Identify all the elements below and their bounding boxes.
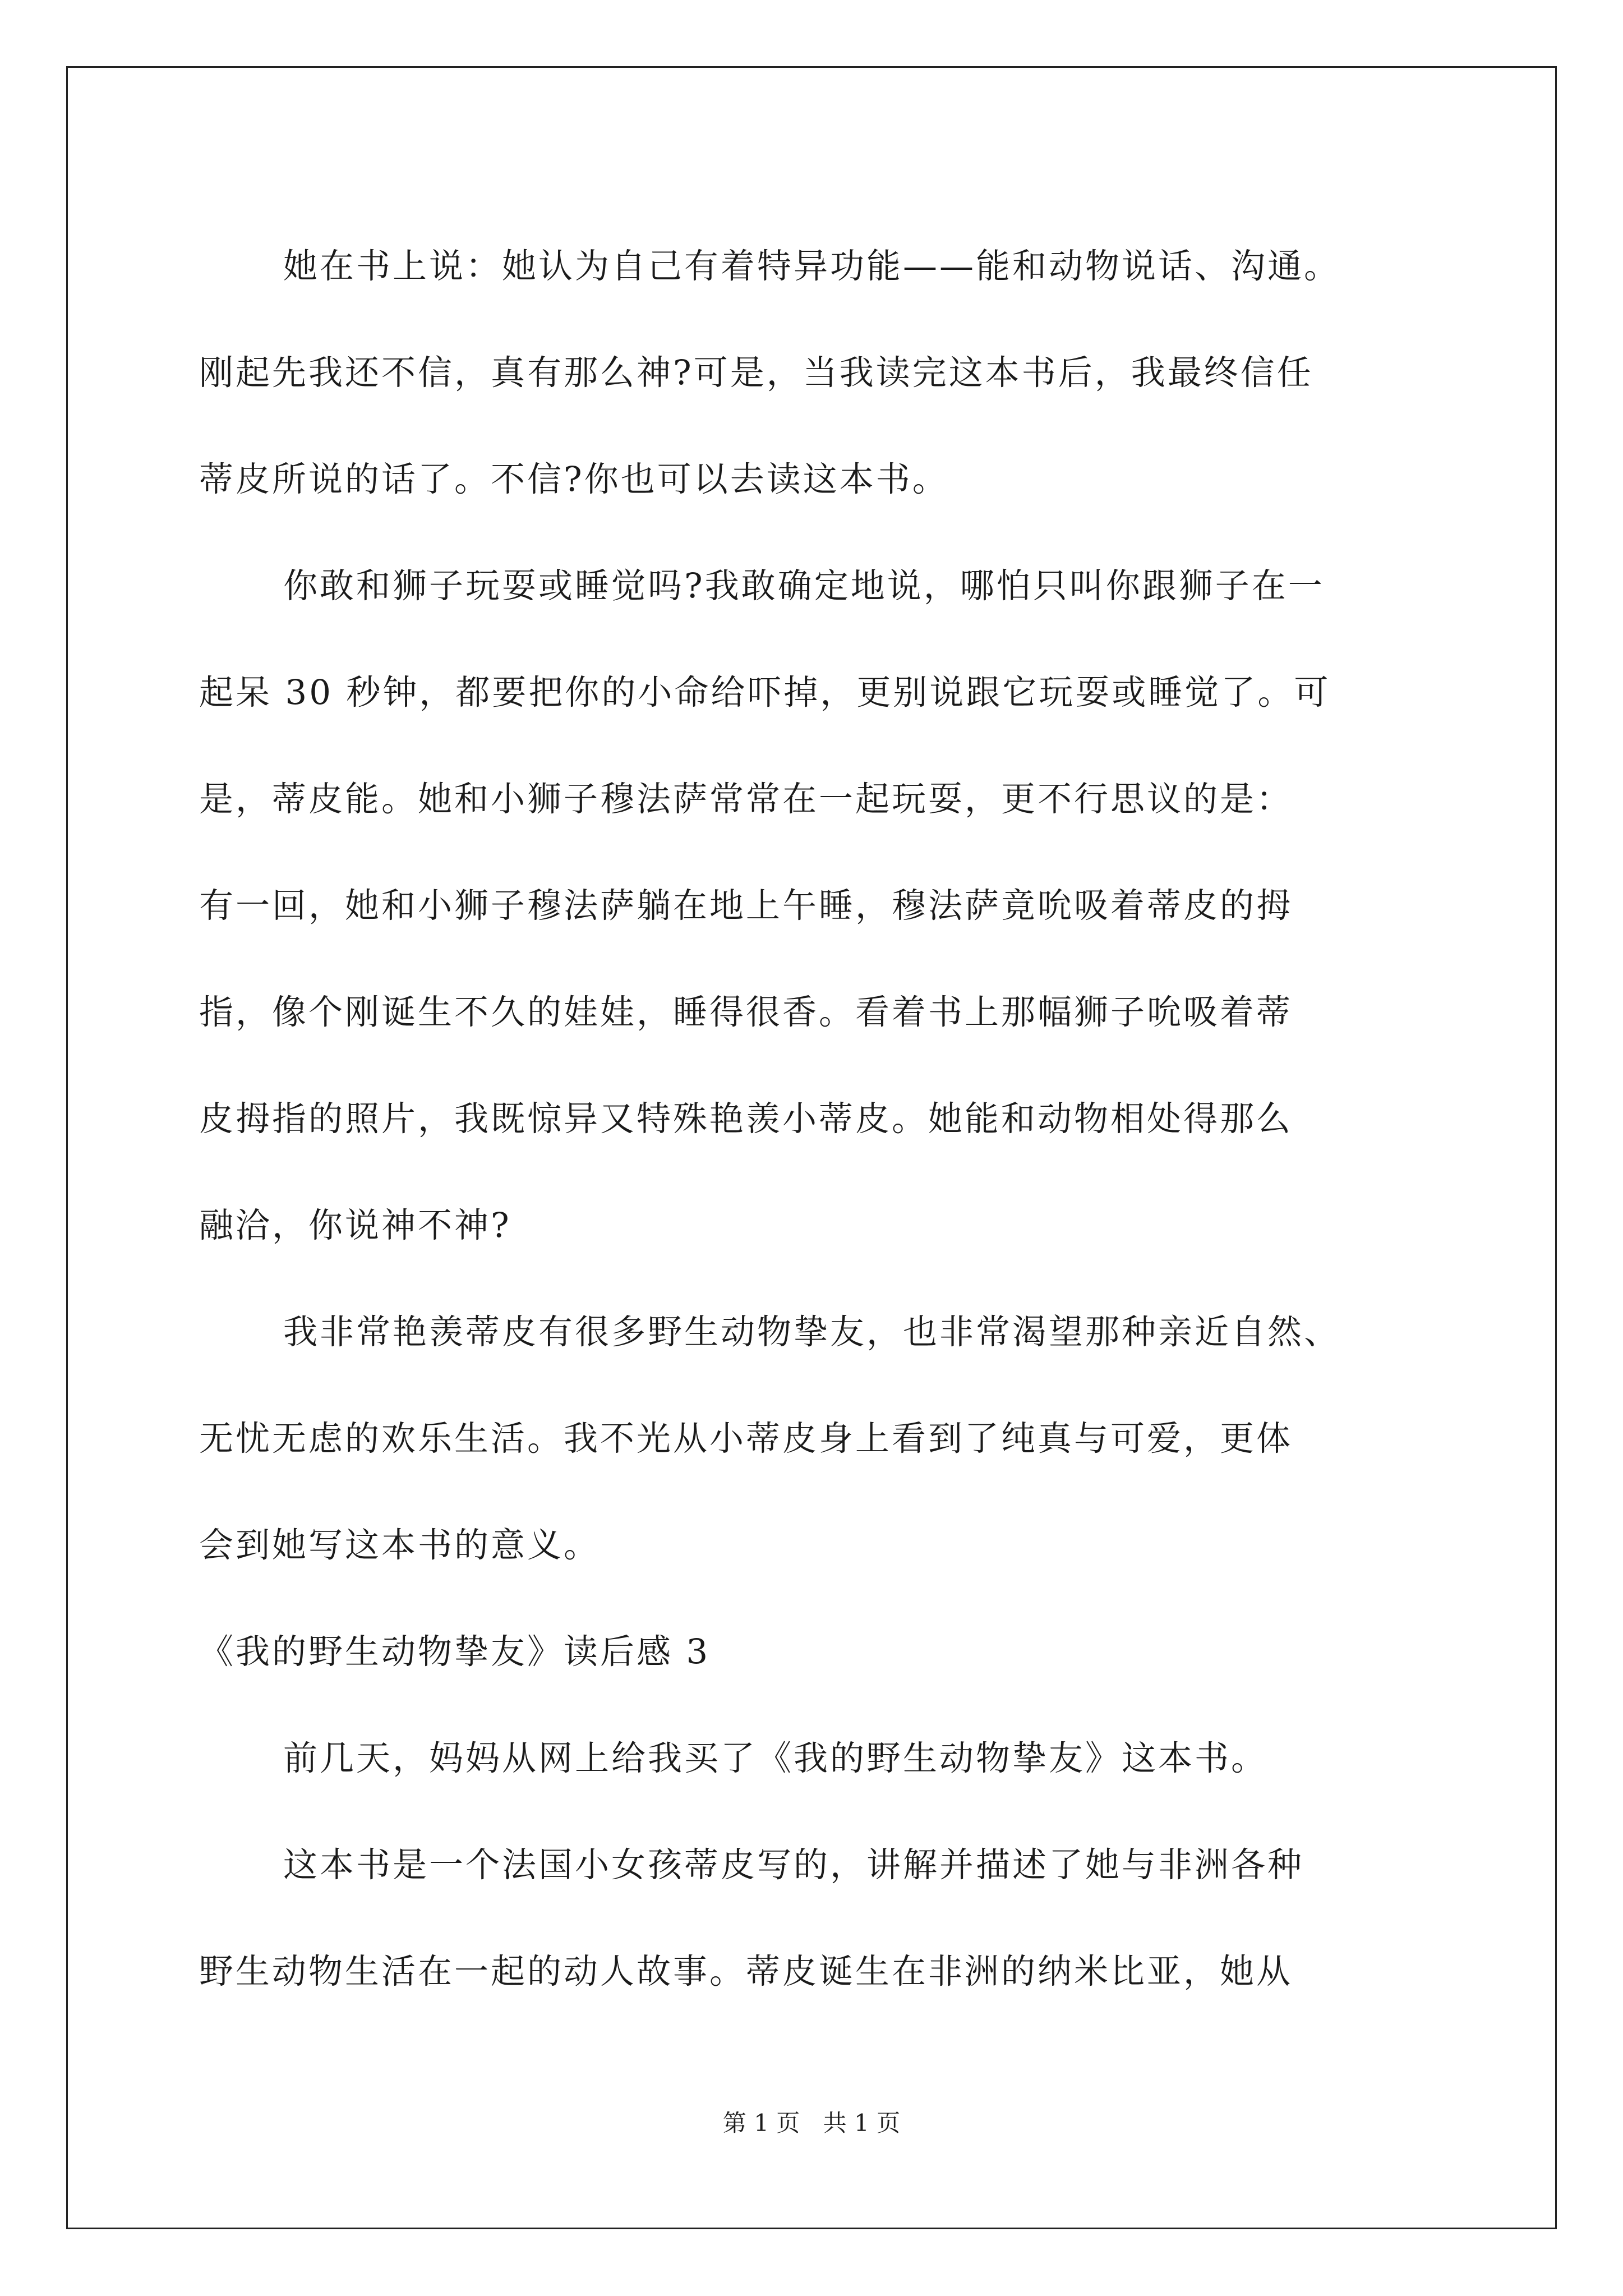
page-number-current: 第 1 页 (722, 2109, 800, 2137)
page-footer (0, 2106, 1623, 2140)
text-line: 这本书是一个法国小女孩蒂皮写的，讲解并描述了她与非洲各种 (283, 1845, 1304, 1885)
text-line: 前几天，妈妈从网上给我买了《我的野生动物挚友》这本书。 (283, 1738, 1268, 1778)
text-line: 是，蒂皮能。她和小狮子穆法萨常常在一起玩耍，更不行思议的是： (199, 779, 1293, 819)
text-line: 她在书上说：她认为自己有着特异功能——能和动物说话、沟通。 (283, 246, 1341, 286)
text-line: 野生动物生活在一起的动人故事。蒂皮诞生在非洲的纳米比亚，她从 (199, 1952, 1293, 1991)
text-line: 会到她写这本书的意义。 (199, 1525, 601, 1565)
text-line: 蒂皮所说的话了。不信?你也可以去读这本书。 (199, 459, 949, 499)
section-heading: 《我的野生动物挚友》读后感 3 (199, 1632, 711, 1672)
text-line: 起呆 30 秒钟，都要把你的小命给吓掉，更别说跟它玩耍或睡觉了。可 (199, 673, 1331, 712)
text-line: 刚起先我还不信，真有那么神?可是，当我读完这本书后，我最终信任 (199, 353, 1313, 393)
page-number-total: 共 1 页 (823, 2109, 901, 2137)
text-line: 你敢和狮子玩耍或睡觉吗?我敢确定地说，哪怕只叫你跟狮子在一 (283, 566, 1325, 606)
document-body (199, 213, 1433, 2025)
text-line: 皮拇指的照片，我既惊异又特殊艳羡小蒂皮。她能和动物相处得那么 (199, 1099, 1293, 1139)
text-line: 我非常艳羡蒂皮有很多野生动物挚友，也非常渴望那种亲近自然、 (283, 1312, 1341, 1352)
text-line: 有一回，她和小狮子穆法萨躺在地上午睡，穆法萨竟吮吸着蒂皮的拇 (199, 886, 1293, 926)
text-line: 融洽，你说神不神? (199, 1205, 511, 1245)
text-line: 指，像个刚诞生不久的娃娃，睡得很香。看着书上那幅狮子吮吸着蒂 (199, 992, 1293, 1032)
text-line: 无忧无虑的欢乐生活。我不光从小蒂皮身上看到了纯真与可爱，更体 (199, 1419, 1293, 1458)
